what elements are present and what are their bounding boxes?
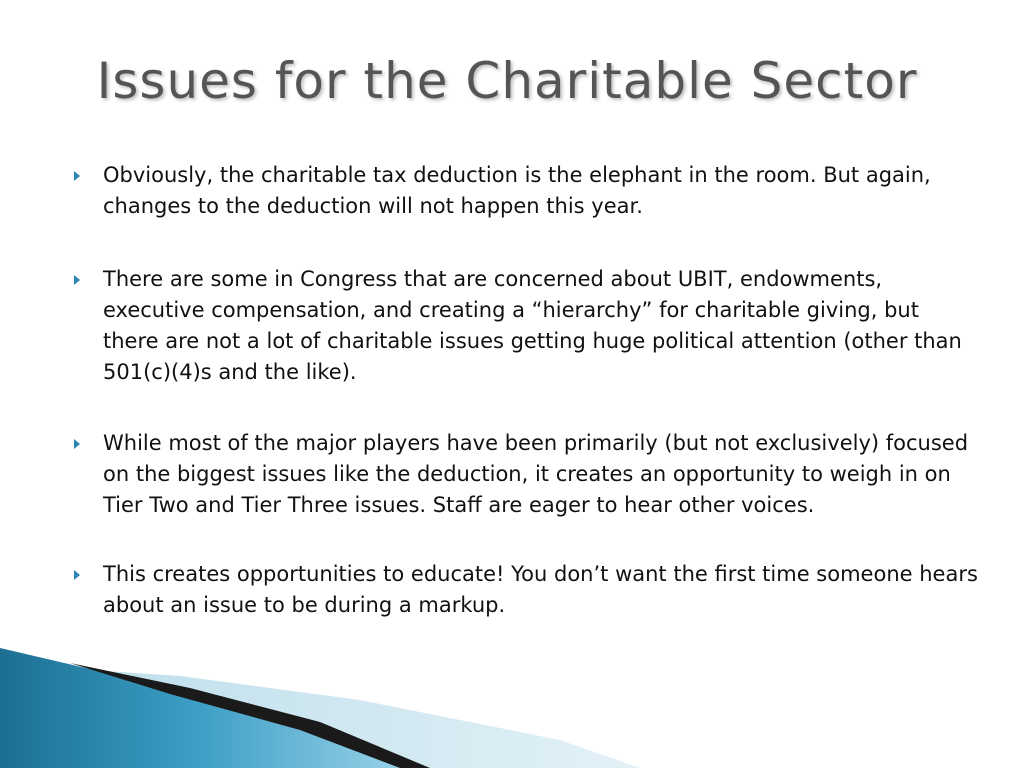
bullet-text: While most of the major players have been primarily (but not exclusively) focused on the biggest issues like the deduction, it creates an opportunity to weigh in on Tier Two and Tier Three issues. Staff are eager to hear other voices. (103, 431, 969, 517)
bullet-text: There are some in Congress that are concerned about UBIT, endowments, executive compensation, and creating a “hierarchy” for charitable giving, but there are not a lot of charitable issues getting huge political attention (other than 501(c)(4)s and the like). (103, 267, 962, 384)
bullet-item (70, 160, 980, 222)
bullet-item (70, 264, 980, 388)
wave-blue-band (0, 648, 420, 768)
bullet-text: Obviously, the charitable tax deduction is the elephant in the room. But again, changes to the deduction will not happen this year. (103, 163, 931, 218)
bullet-item (70, 559, 980, 621)
arrow-right-icon (74, 439, 80, 449)
arrow-right-icon (74, 570, 80, 580)
bullet-item (70, 428, 980, 521)
wave-pale-band (0, 668, 640, 768)
arrow-right-icon (74, 171, 80, 181)
wave-black-stripe (70, 663, 430, 768)
bullet-list (70, 160, 980, 621)
bullet-text: This creates opportunities to educate! You don’t want the first time someone hears about an issue to be during a markup. (103, 562, 978, 617)
slide-title: Issues for the Charitable Sector (96, 52, 918, 110)
arrow-right-icon (74, 275, 80, 285)
